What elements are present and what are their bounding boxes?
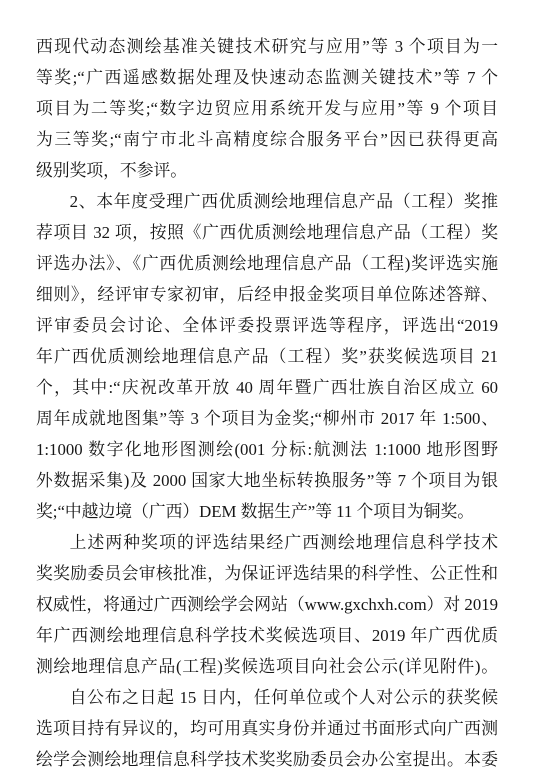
text-line: 细则》，经评审专家初审，后经申报金奖项目单位陈述答辩、	[36, 285, 498, 304]
text-line: 绘学会测绘地理信息科学技术奖奖励委员会办公室提出。本委	[36, 750, 498, 769]
text-line: 周年成就地图集”等 3 个项目为金奖;“柳州市 2017 年 1:500、	[36, 409, 498, 428]
text-line: 评审委员会讨论、全体评委投票评选等程序，评选出“2019	[36, 316, 498, 335]
text-line: 年广西优质测绘地理信息产品（工程）奖”获奖候选项目 21	[36, 347, 498, 366]
text-line: 测绘地理信息产品(工程)奖候选项目向社会公示(详见附件)。	[36, 657, 498, 676]
text-line: 荐项目 32 项，按照《广西优质测绘地理信息产品（工程）奖	[36, 223, 498, 242]
text-line: 西现代动态测绘基准关键技术研究与应用”等 3 个项目为一	[36, 37, 498, 56]
text-line: 奖;“中越边境（广西）DEM 数据生产”等 11 个项目为铜奖。	[36, 502, 475, 521]
text-line: 外数据采集)及 2000 国家大地坐标转换服务”等 7 个项目为银	[36, 471, 498, 490]
text-line: 2、本年度受理广西优质测绘地理信息产品（工程）奖推	[69, 192, 498, 211]
text-line: 为三等奖;“南宁市北斗高精度综合服务平台”因已获得更高	[36, 130, 498, 149]
text-line: 个，其中:“庆祝改革开放 40 周年暨广西壮族自治区成立 60	[36, 378, 498, 397]
text-line: 自公布之日起 15 日内，任何单位或个人对公示的获奖候	[69, 688, 498, 707]
text-line: 1:1000 数字化地形图测绘(001 分标:航测法 1:1000 地形图野	[36, 440, 498, 459]
paragraph-publicity-notice	[36, 527, 498, 682]
text-line: 奖奖励委员会审核批准，为保证评选结果的科学性、公正性和	[36, 564, 498, 583]
text-line: 项目为二等奖;“数字边贸应用系统开发与应用”等 9 个项目	[36, 99, 498, 118]
text-line: 选项目持有异议的，均可用真实身份并通过书面形式向广西测	[36, 719, 498, 738]
text-line: 级别奖项，不参评。	[36, 161, 188, 180]
paragraph-objection-period	[36, 682, 498, 775]
text-line: 上述两种奖项的评选结果经广西测绘地理信息科学技术	[69, 533, 498, 552]
text-line: 等奖;“广西遥感数据处理及快速动态监测关键技术”等 7 个	[36, 68, 498, 87]
text-line: 权威性，将通过广西测绘学会网站（www.gxchxh.com）对 2019	[36, 595, 498, 614]
paragraph-quality-product-award	[36, 186, 498, 527]
text-line: 评选办法》、《广西优质测绘地理信息产品（工程)奖评选实施	[36, 254, 498, 273]
document-body	[36, 31, 498, 775]
paragraph-award-results-continued	[36, 31, 498, 186]
text-line: 年广西测绘地理信息科学技术奖候选项目、2019 年广西优质	[36, 626, 498, 645]
